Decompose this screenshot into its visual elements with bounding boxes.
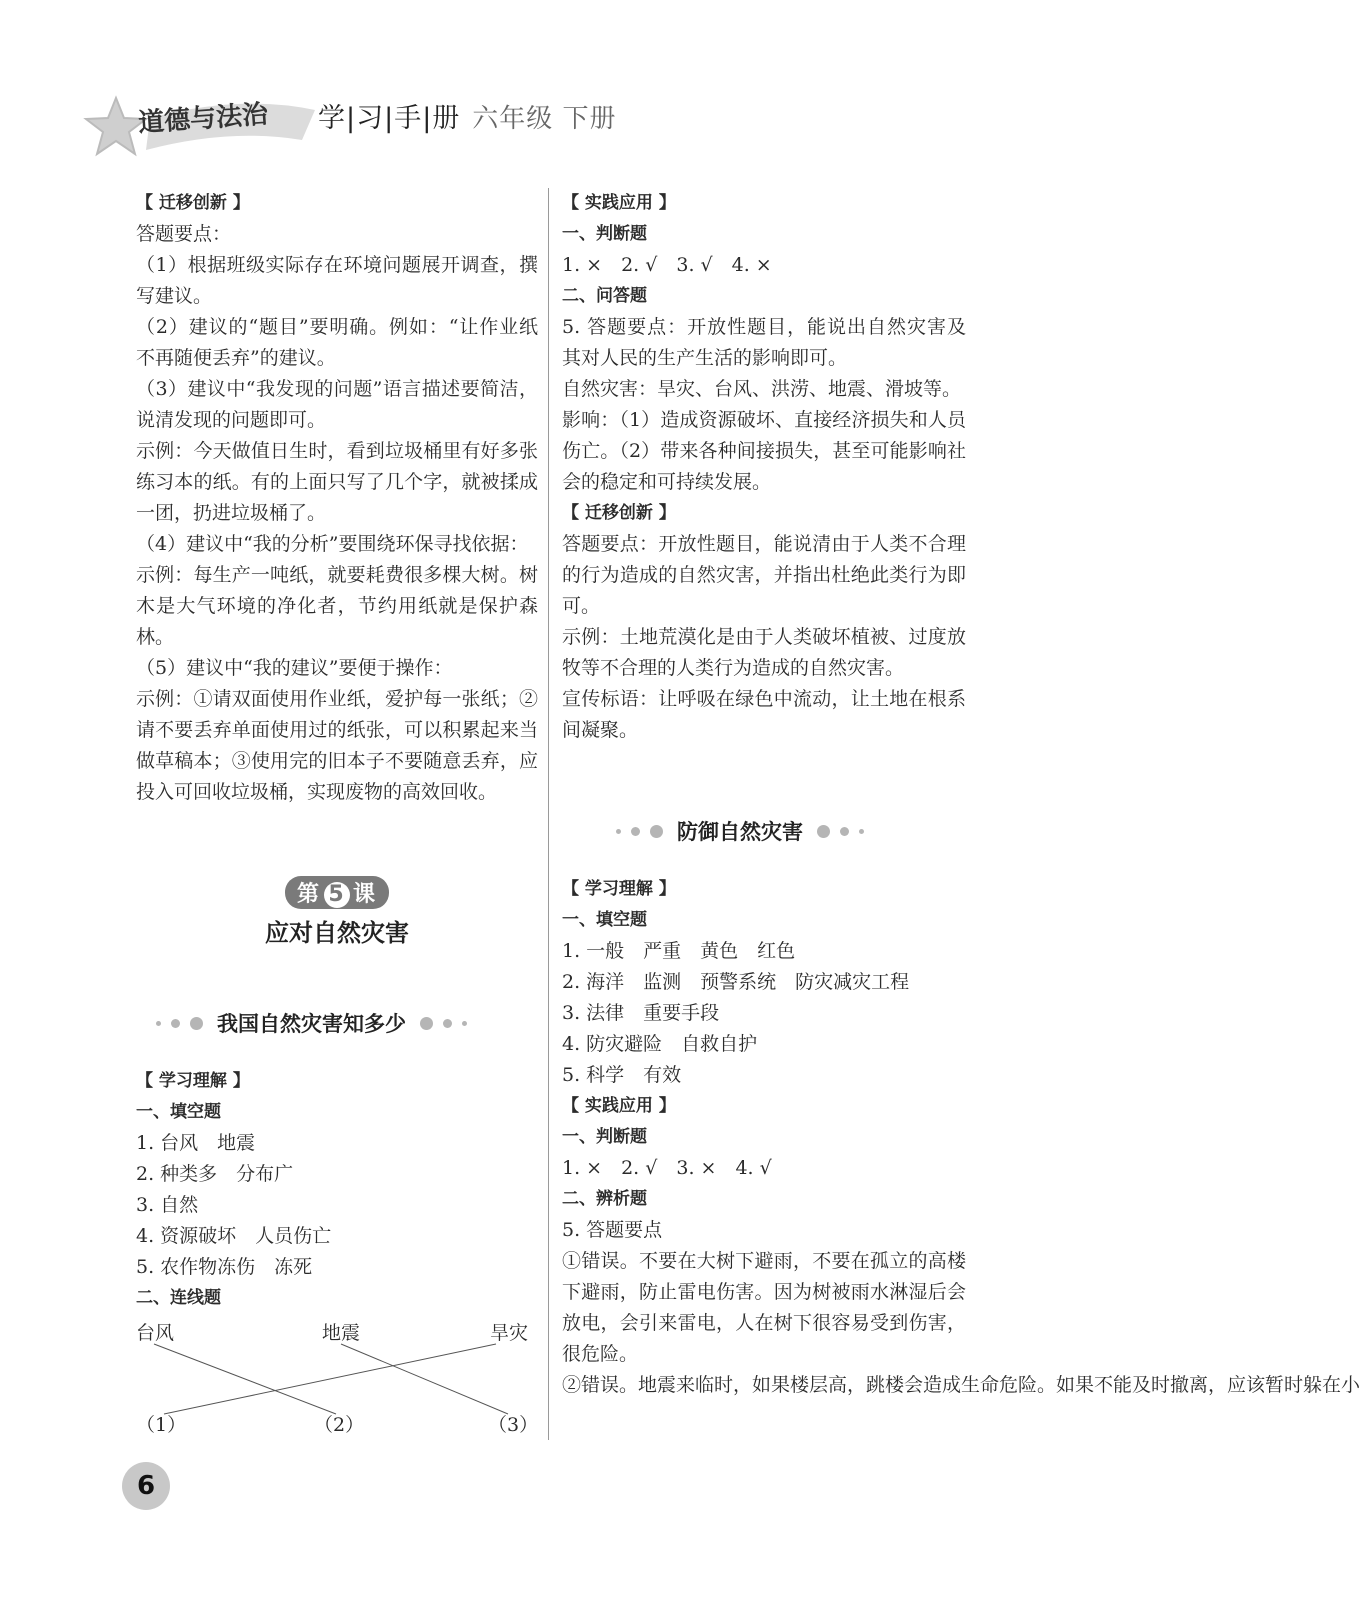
study-heading-left: 【 学习理解 】 <box>136 1071 250 1091</box>
dot-decoration <box>462 1021 467 1026</box>
qa-line: 自然灾害：旱灾、台风、洪涝、地震、滑坡等。 <box>562 378 962 400</box>
section-title: 我国自然灾害知多少 <box>217 1012 406 1036</box>
judge-heading-2: 一、判断题 <box>562 1127 647 1147</box>
fill-heading-left: 一、填空题 <box>136 1102 221 1122</box>
transfer-heading-right: 【 迁移创新 】 <box>562 503 676 523</box>
page-number: 6 <box>122 1462 170 1510</box>
lesson-suffix: 课 <box>353 882 378 907</box>
dot-decoration <box>420 1017 433 1030</box>
dot-decoration <box>631 827 640 836</box>
fill-item: 5. 农作物冻伤 冻死 <box>136 1256 313 1278</box>
match-top-item: 地震 <box>322 1322 361 1344</box>
dot-decoration <box>190 1017 203 1030</box>
left-column <box>136 188 538 808</box>
lesson-badge <box>285 876 389 909</box>
judge-answers: 1. × 2. √ 3. √ 4. × <box>562 254 772 276</box>
fill-heading-right: 一、填空题 <box>562 910 647 930</box>
section-title: 防御自然灾害 <box>677 820 803 844</box>
left-column-bottom <box>136 1066 538 1314</box>
analysis-line: 5. 答题要点 <box>562 1219 663 1241</box>
match-bottom-item: （1） <box>136 1414 187 1436</box>
matching-diagram <box>136 1318 538 1444</box>
lesson-title-block <box>136 876 538 948</box>
title-text: 学|习|手|册 <box>318 103 461 134</box>
dot-decoration <box>171 1019 180 1028</box>
transfer-heading-left: 【 迁移创新 】 <box>136 193 250 213</box>
fill-item: 4. 资源破坏 人员伤亡 <box>136 1225 332 1247</box>
lesson-title: 应对自然灾害 <box>265 919 409 947</box>
analysis-line: ①错误。不要在大树下避雨，不要在孤立的高楼下避雨，防止雷电伤害。因为树被雨水淋湿后会放电，会引来雷电，人在树下很容易受到伤害，很危险。 <box>562 1250 966 1365</box>
analysis-heading: 二、辨析题 <box>562 1189 647 1209</box>
transfer-line: （4）建议中“我的分析”要围绕环保寻找依据： <box>136 533 529 555</box>
book-title <box>318 96 617 135</box>
dot-decoration <box>650 825 663 838</box>
match-top-item: 台风 <box>136 1322 175 1344</box>
analysis-line: ②错误。地震来临时，如果楼层高，跳楼会造成生命危险。如果不能及时撤离，应该暂时躲在小 <box>562 1374 1360 1396</box>
practice-heading: 【 实践应用 】 <box>562 193 676 213</box>
dot-decoration <box>443 1019 452 1028</box>
match-heading: 二、连线题 <box>136 1288 221 1308</box>
transfer-line: 示例：每生产一吨纸，就要耗费很多棵大树。树木是大气环境的净化者，节约用纸就是保护森林。 <box>136 564 538 648</box>
dot-decoration <box>859 829 864 834</box>
dot-decoration <box>840 827 849 836</box>
fill-item: 2. 种类多 分布广 <box>136 1163 294 1185</box>
brand-logo-text: 道德与法治 <box>137 99 270 139</box>
transfer-line: 示例：今天做值日生时，看到垃圾桶里有好多张练习本的纸。有的上面只写了几个字，就被揉成一团，扔进垃圾桶了。 <box>136 440 538 524</box>
transfer-line-right: 宣传标语：让呼吸在绿色中流动，让土地在根系间凝聚。 <box>562 688 966 741</box>
match-top-item: 旱灾 <box>490 1322 529 1344</box>
column-divider <box>548 188 549 1440</box>
fill-item: 4. 防灾避险 自救自护 <box>562 1033 758 1055</box>
transfer-line: 示例：①请双面使用作业纸，爱护每一张纸；②请不要丢弃单面使用过的纸张，可以积累起来当做草稿本；③使用完的旧本子不要随意丢弃，应投入可回收垃圾桶，实现废物的高效回收。 <box>136 688 538 803</box>
section-heading-left <box>156 1008 467 1038</box>
qa-heading: 二、问答题 <box>562 286 647 306</box>
match-bottom-item: （3） <box>488 1414 539 1436</box>
match-bottom-item: （2） <box>314 1414 365 1436</box>
right-column <box>562 188 966 746</box>
transfer-line: （2）建议的“题目”要明确。例如：“让作业纸不再随便丢弃”的建议。 <box>136 316 538 369</box>
fill-item: 5. 科学 有效 <box>562 1064 682 1086</box>
transfer-line: （1）根据班级实际存在环境问题展开调查，撰写建议。 <box>136 254 538 307</box>
transfer-line-right: 答题要点：开放性题目，能说清由于人类不合理的行为造成的自然灾害，并指出杜绝此类行为即可。 <box>562 533 966 617</box>
fill-item: 3. 自然 <box>136 1194 199 1216</box>
lesson-prefix: 第 <box>296 882 321 907</box>
dot-decoration <box>616 829 621 834</box>
practice-heading-2: 【 实践应用 】 <box>562 1096 676 1116</box>
fill-item: 1. 台风 地震 <box>136 1132 256 1154</box>
grade-volume: 六年级 下册 <box>472 104 617 134</box>
transfer-line: （3）建议中“我发现的问题”语言描述要简洁，说清发现的问题即可。 <box>136 378 538 431</box>
qa-line: 5. 答题要点：开放性题目，能说出自然灾害及其对人民的生产生活的影响即可。 <box>562 316 966 369</box>
judge-answers-2: 1. × 2. √ 3. × 4. √ <box>562 1157 772 1179</box>
section-heading-right <box>616 816 864 846</box>
judge-heading: 一、判断题 <box>562 224 647 244</box>
transfer-line: （5）建议中“我的建议”要便于操作： <box>136 657 453 679</box>
fill-item: 2. 海洋 监测 预警系统 防灾减灾工程 <box>562 971 910 993</box>
dot-decoration <box>156 1021 161 1026</box>
transfer-line-right: 示例：土地荒漠化是由于人类破坏植被、过度放牧等不合理的人类行为造成的自然灾害。 <box>562 626 966 679</box>
study-heading-right: 【 学习理解 】 <box>562 879 676 899</box>
fill-item: 3. 法律 重要手段 <box>562 1002 720 1024</box>
qa-line: 影响：（1）造成资源破坏、直接经济损失和人员伤亡。（2）带来各种间接损失，甚至可能影响社会的稳定和可持续发展。 <box>562 409 966 493</box>
fill-item: 1. 一般 严重 黄色 红色 <box>562 940 796 962</box>
dot-decoration <box>817 825 830 838</box>
lesson-number: 5 <box>324 882 350 908</box>
transfer-line: 答题要点： <box>136 223 232 245</box>
right-column-bottom <box>562 874 1360 1401</box>
